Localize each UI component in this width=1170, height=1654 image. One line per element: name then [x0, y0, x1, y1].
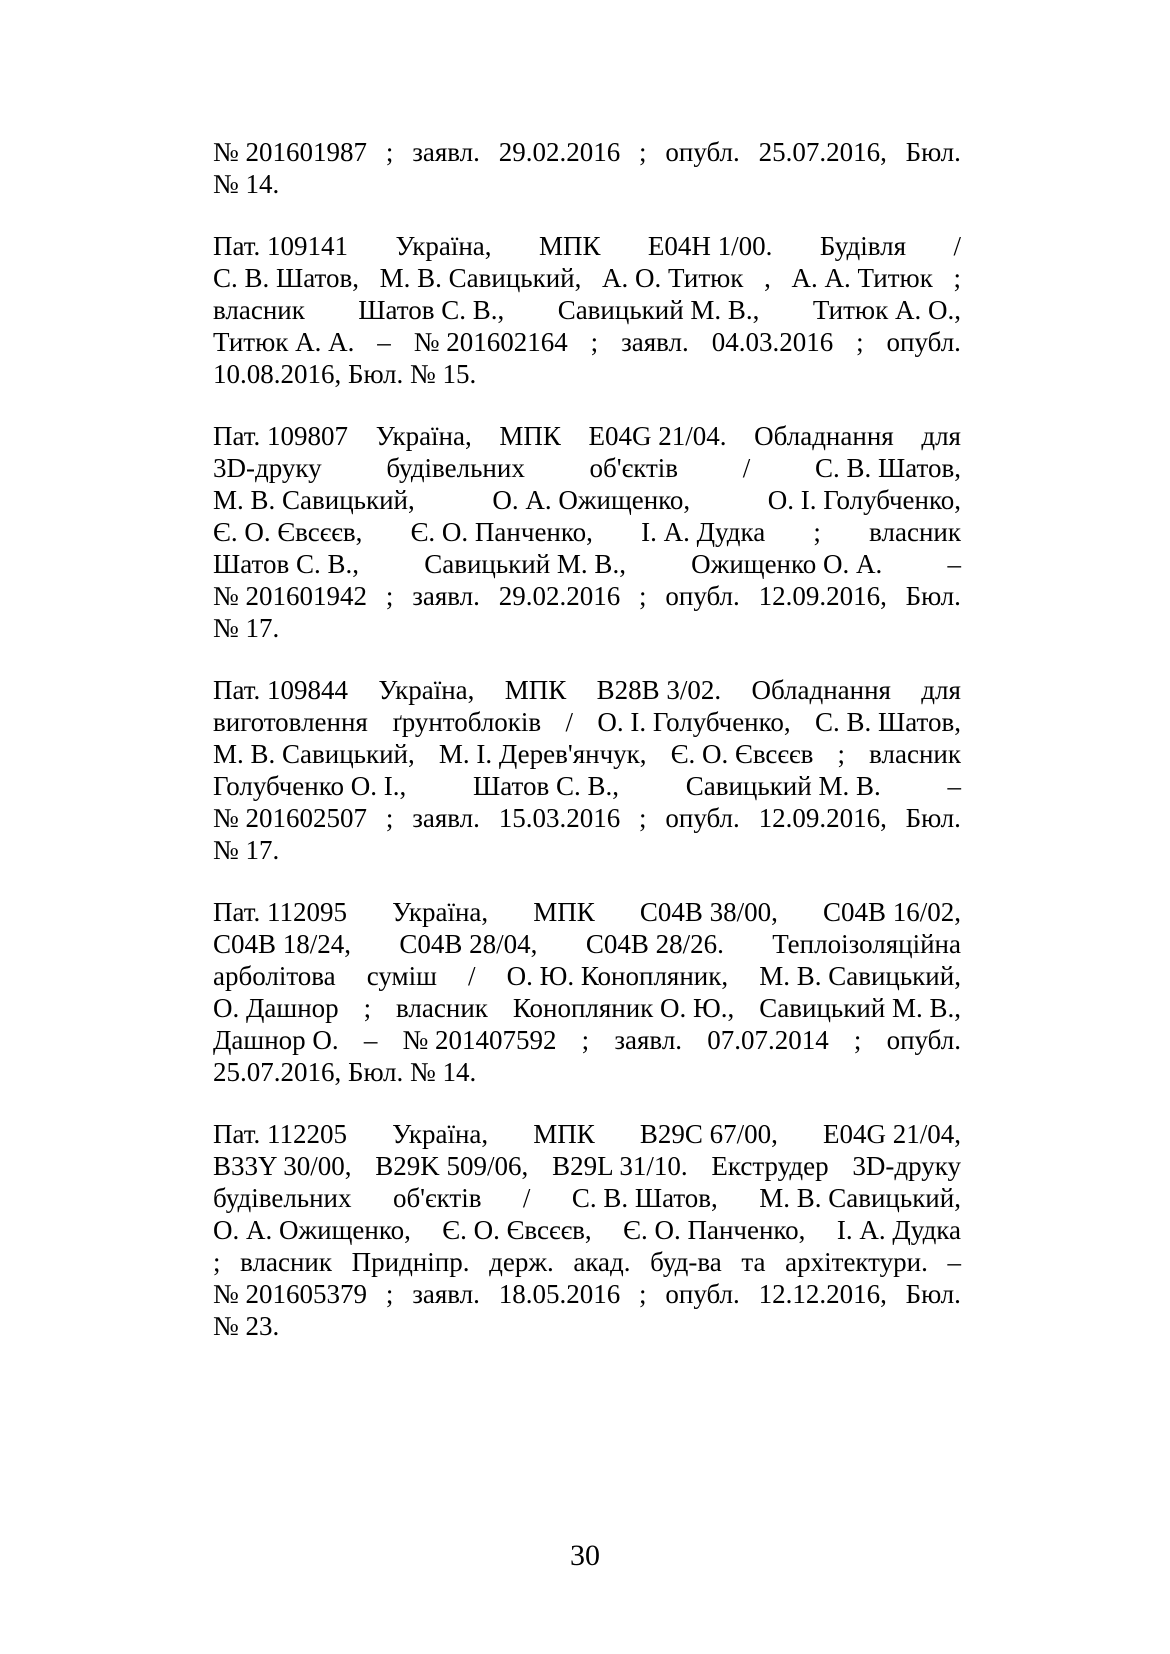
entry-text: Пат. 112095 — [213, 897, 348, 927]
entry-line — [213, 294, 961, 326]
entry-line — [213, 896, 961, 928]
entry-text: суміш — [366, 961, 437, 991]
entry-text: Савицький М. В., — [557, 295, 760, 325]
entry-text: ; — [837, 739, 845, 769]
entry-text: власник — [213, 295, 305, 325]
entry-text: Теплоізоляційна — [772, 929, 961, 959]
patent-entry — [213, 136, 961, 200]
entry-text: ґрунтоблоків — [392, 707, 542, 737]
entry-line — [213, 674, 961, 706]
entry-line — [213, 834, 961, 866]
entry-text: / — [565, 707, 574, 737]
entry-text: заявл. — [412, 1279, 480, 1309]
entry-text: / — [468, 961, 476, 991]
entry-text: Савицький М. В., — [424, 549, 626, 579]
entry-text: Україна, — [392, 897, 489, 927]
entry-line — [213, 484, 961, 516]
entry-text: Шатов С. В., — [213, 549, 359, 579]
entry-text: С. В. Шатов, — [815, 707, 961, 737]
entry-text: арболітова — [213, 961, 336, 991]
entry-text: – — [947, 1247, 961, 1277]
entry-line — [213, 612, 961, 644]
entry-text: М. В. Савицький, — [213, 739, 415, 769]
entry-line — [213, 1214, 961, 1246]
entry-line — [213, 326, 961, 358]
entry-text: опубл. — [665, 803, 740, 833]
entry-line — [213, 1118, 961, 1150]
entry-text: ; — [385, 137, 394, 167]
entry-text: буд-ва — [650, 1247, 722, 1277]
entry-text: опубл. — [665, 1279, 740, 1309]
entry-text: Бюл. — [905, 1279, 961, 1309]
entry-text: Є. О. Євсєєв, — [442, 1215, 592, 1245]
entry-text: / — [522, 1183, 531, 1213]
entry-text: Пат. 109141 — [213, 231, 349, 261]
entry-text: опубл. — [665, 137, 740, 167]
entry-text: № 17. — [213, 835, 280, 865]
entry-line — [213, 1278, 961, 1310]
entry-text: E04H 1/00. — [647, 231, 773, 261]
entry-text: C04B 16/02, — [822, 897, 961, 927]
entry-text: Бюл. — [905, 803, 961, 833]
entry-text: 12.09.2016, — [758, 803, 887, 833]
entry-text: О. Дашнор — [213, 993, 339, 1023]
entry-text: B29K 509/06, — [375, 1151, 529, 1181]
patent-entry — [213, 896, 961, 1088]
entry-text: 25.07.2016, — [758, 137, 887, 167]
entry-text: 29.02.2016 — [498, 137, 621, 167]
entry-text: Є. О. Євсєєв — [670, 739, 814, 769]
entry-text: О. І. Голубченко, — [597, 707, 791, 737]
entry-line — [213, 548, 961, 580]
entry-text: B33Y 30/00, — [213, 1151, 352, 1181]
entry-text: – — [363, 1025, 378, 1055]
entry-line — [213, 770, 961, 802]
entry-text: ; — [590, 327, 599, 357]
entry-text: Титюк А. А. — [213, 327, 355, 357]
entry-text: М. В. Савицький, — [379, 263, 582, 293]
entry-text: Савицький М. В. — [685, 771, 881, 801]
entry-text: об'єктів — [589, 453, 679, 483]
entry-text: Голубченко О. І., — [213, 771, 407, 801]
bibliography-page — [213, 136, 961, 1372]
entry-text: О. Ю. Конопляник, — [506, 961, 729, 991]
entry-line — [213, 1150, 961, 1182]
entry-text: ; — [639, 1279, 647, 1309]
entry-text: 3D-друку — [213, 453, 322, 483]
entry-text: Шатов С. В., — [472, 771, 619, 801]
entry-text: Бюл. — [905, 137, 961, 167]
entry-text: Пат. 112205 — [213, 1119, 348, 1149]
entry-text: № 23. — [213, 1311, 280, 1341]
entry-text: держ. — [489, 1247, 554, 1277]
entry-line — [213, 136, 961, 168]
entry-line — [213, 1182, 961, 1214]
entry-text: № 17. — [213, 613, 280, 643]
entry-text: ; — [385, 581, 394, 611]
entry-text: ; — [856, 327, 864, 357]
entry-line — [213, 738, 961, 770]
entry-text: Екструдер — [711, 1151, 829, 1181]
entry-text: E04G 21/04, — [822, 1119, 961, 1149]
entry-line — [213, 706, 961, 738]
entry-text: Є. О. Євсєєв, — [213, 517, 363, 547]
entry-line — [213, 230, 961, 262]
entry-text: 18.05.2016 — [498, 1279, 621, 1309]
entry-text: заявл. — [621, 327, 689, 357]
entry-text: власник — [869, 517, 961, 547]
entry-text: Україна, — [395, 231, 492, 261]
entry-text: C04B 28/26. — [585, 929, 724, 959]
entry-text: 04.03.2016 — [711, 327, 834, 357]
entry-text: Титюк А. О., — [812, 295, 961, 325]
entry-text: E04G 21/04. — [588, 421, 727, 451]
entry-text: акад. — [573, 1247, 631, 1277]
entry-text: опубл. — [886, 327, 961, 357]
entry-text: ; — [385, 803, 394, 833]
entry-text: ; — [953, 263, 961, 293]
entry-text: ; — [385, 1279, 394, 1309]
entry-text: Пат. 109844 — [213, 675, 349, 705]
entry-text: заявл. — [412, 137, 480, 167]
entry-text: Україна, — [378, 675, 475, 705]
entry-text: заявл. — [412, 581, 480, 611]
entry-text: 29.02.2016 — [498, 581, 621, 611]
entry-text: архітектури. — [785, 1247, 928, 1277]
entry-text: – — [947, 771, 961, 801]
entry-text: Обладнання — [754, 421, 894, 451]
entry-text: ; — [639, 137, 647, 167]
entry-text: / — [953, 231, 961, 261]
patent-entry — [213, 420, 961, 644]
entry-text: C04B 28/04, — [399, 929, 538, 959]
entry-text: 12.09.2016, — [758, 581, 887, 611]
entry-line — [213, 960, 961, 992]
entry-line — [213, 802, 961, 834]
entry-text: ; — [853, 1025, 862, 1055]
entry-text: B29L 31/10. — [552, 1151, 688, 1181]
entry-line — [213, 1024, 961, 1056]
entry-text: Україна, — [392, 1119, 489, 1149]
entry-text: Україна, — [375, 421, 472, 451]
entry-text: – — [377, 327, 391, 357]
entry-text: B28B 3/02. — [596, 675, 722, 705]
entry-text: М. В. Савицький, — [759, 961, 961, 991]
entry-line — [213, 358, 961, 390]
entry-text: О. А. Ожищенко, — [213, 1215, 411, 1245]
entry-text: C04B 38/00, — [639, 897, 778, 927]
patent-entry — [213, 230, 961, 390]
page-number: 30 — [570, 1539, 600, 1572]
entry-text: заявл. — [614, 1025, 683, 1055]
entry-text: А. А. Титюк — [791, 263, 933, 293]
entry-text: для — [921, 675, 961, 705]
entry-line — [213, 928, 961, 960]
entry-text: МПК — [533, 897, 595, 927]
entry-text: Обладнання — [751, 675, 891, 705]
entry-text: – — [947, 549, 961, 579]
entry-text: МПК — [538, 231, 601, 261]
entry-text: С. В. Шатов, — [213, 263, 359, 293]
entry-text: ; — [813, 517, 821, 547]
entry-text: ; — [639, 581, 647, 611]
entry-text: І. А. Дудка — [641, 517, 766, 547]
entry-text: будівельних — [213, 1183, 352, 1213]
entry-text: B29C 67/00, — [639, 1119, 778, 1149]
entry-text: М. В. Савицький, — [213, 485, 415, 515]
entry-text: опубл. — [665, 581, 740, 611]
entry-text: будівельних — [386, 453, 525, 483]
entry-line — [213, 1246, 961, 1278]
entry-text: C04B 18/24, — [213, 929, 352, 959]
entry-text: 15.03.2016 — [498, 803, 621, 833]
entry-text: Будівля — [819, 231, 907, 261]
entry-text: 12.12.2016, — [758, 1279, 887, 1309]
entry-text: О. І. Голубченко, — [767, 485, 961, 515]
entry-text: Є. О. Панченко, — [623, 1215, 806, 1245]
entry-text: ; — [213, 1247, 221, 1277]
entry-text: М. В. Савицький, — [759, 1183, 961, 1213]
entry-text: Є. О. Панченко, — [410, 517, 593, 547]
entry-line — [213, 262, 961, 294]
entry-text: Бюл. — [905, 581, 961, 611]
entry-text: МПК — [504, 675, 567, 705]
entry-text: , — [764, 263, 771, 293]
entry-text: Савицький М. В., — [759, 993, 961, 1023]
entry-line — [213, 420, 961, 452]
entry-text: ; — [581, 1025, 590, 1055]
entry-text: Пат. 109807 — [213, 421, 349, 451]
entry-text: виготовлення — [213, 707, 368, 737]
entry-text: МПК — [499, 421, 561, 451]
entry-text: об'єктів — [392, 1183, 482, 1213]
entry-text: О. А. Ожищенко, — [492, 485, 691, 515]
entry-text: ; — [639, 803, 647, 833]
entry-text: та — [741, 1247, 766, 1277]
entry-text: для — [921, 421, 961, 451]
entry-text: Шатов С. В., — [358, 295, 505, 325]
patent-entry — [213, 674, 961, 866]
entry-text: І. А. Дудка — [836, 1215, 961, 1245]
entry-text: Конопляник О. Ю., — [512, 993, 735, 1023]
entry-line — [213, 1310, 961, 1342]
entry-line — [213, 168, 961, 200]
entry-line — [213, 580, 961, 612]
entry-text: С. В. Шатов, — [814, 453, 961, 483]
entry-text: заявл. — [412, 803, 480, 833]
entry-text: А. О. Титюк — [602, 263, 744, 293]
entry-text: Дашнор О. — [213, 1025, 339, 1055]
entry-text: Придніпр. — [351, 1247, 470, 1277]
entry-text: № 14. — [213, 169, 280, 199]
entry-text: 3D-друку — [852, 1151, 961, 1181]
entry-text: С. В. Шатов, — [571, 1183, 718, 1213]
entry-text: № 201602507 — [213, 803, 368, 833]
entry-text: № 201602164 — [413, 327, 568, 357]
entry-text: / — [742, 453, 751, 483]
entry-text: 10.08.2016, Бюл. № 15. — [213, 359, 477, 389]
entry-text: ; — [363, 993, 372, 1023]
entry-line — [213, 452, 961, 484]
entry-text: МПК — [533, 1119, 595, 1149]
entry-text: № 201601987 — [213, 137, 368, 167]
entry-text: опубл. — [886, 1025, 961, 1055]
patent-list — [213, 136, 961, 1342]
entry-line — [213, 516, 961, 548]
entry-text: № 201407592 — [402, 1025, 557, 1055]
entry-text: власник — [396, 993, 488, 1023]
entry-text: 25.07.2016, Бюл. № 14. — [213, 1057, 477, 1087]
patent-entry — [213, 1118, 961, 1342]
entry-text: Ожищенко О. А. — [691, 549, 883, 579]
entry-text: власник — [869, 739, 961, 769]
entry-text: М. І. Дерев'янчук, — [438, 739, 647, 769]
entry-text: № 201601942 — [213, 581, 368, 611]
entry-text: власник — [240, 1247, 332, 1277]
entry-text: 07.07.2014 — [707, 1025, 829, 1055]
entry-text: № 201605379 — [213, 1279, 368, 1309]
entry-line — [213, 992, 961, 1024]
entry-line — [213, 1056, 961, 1088]
